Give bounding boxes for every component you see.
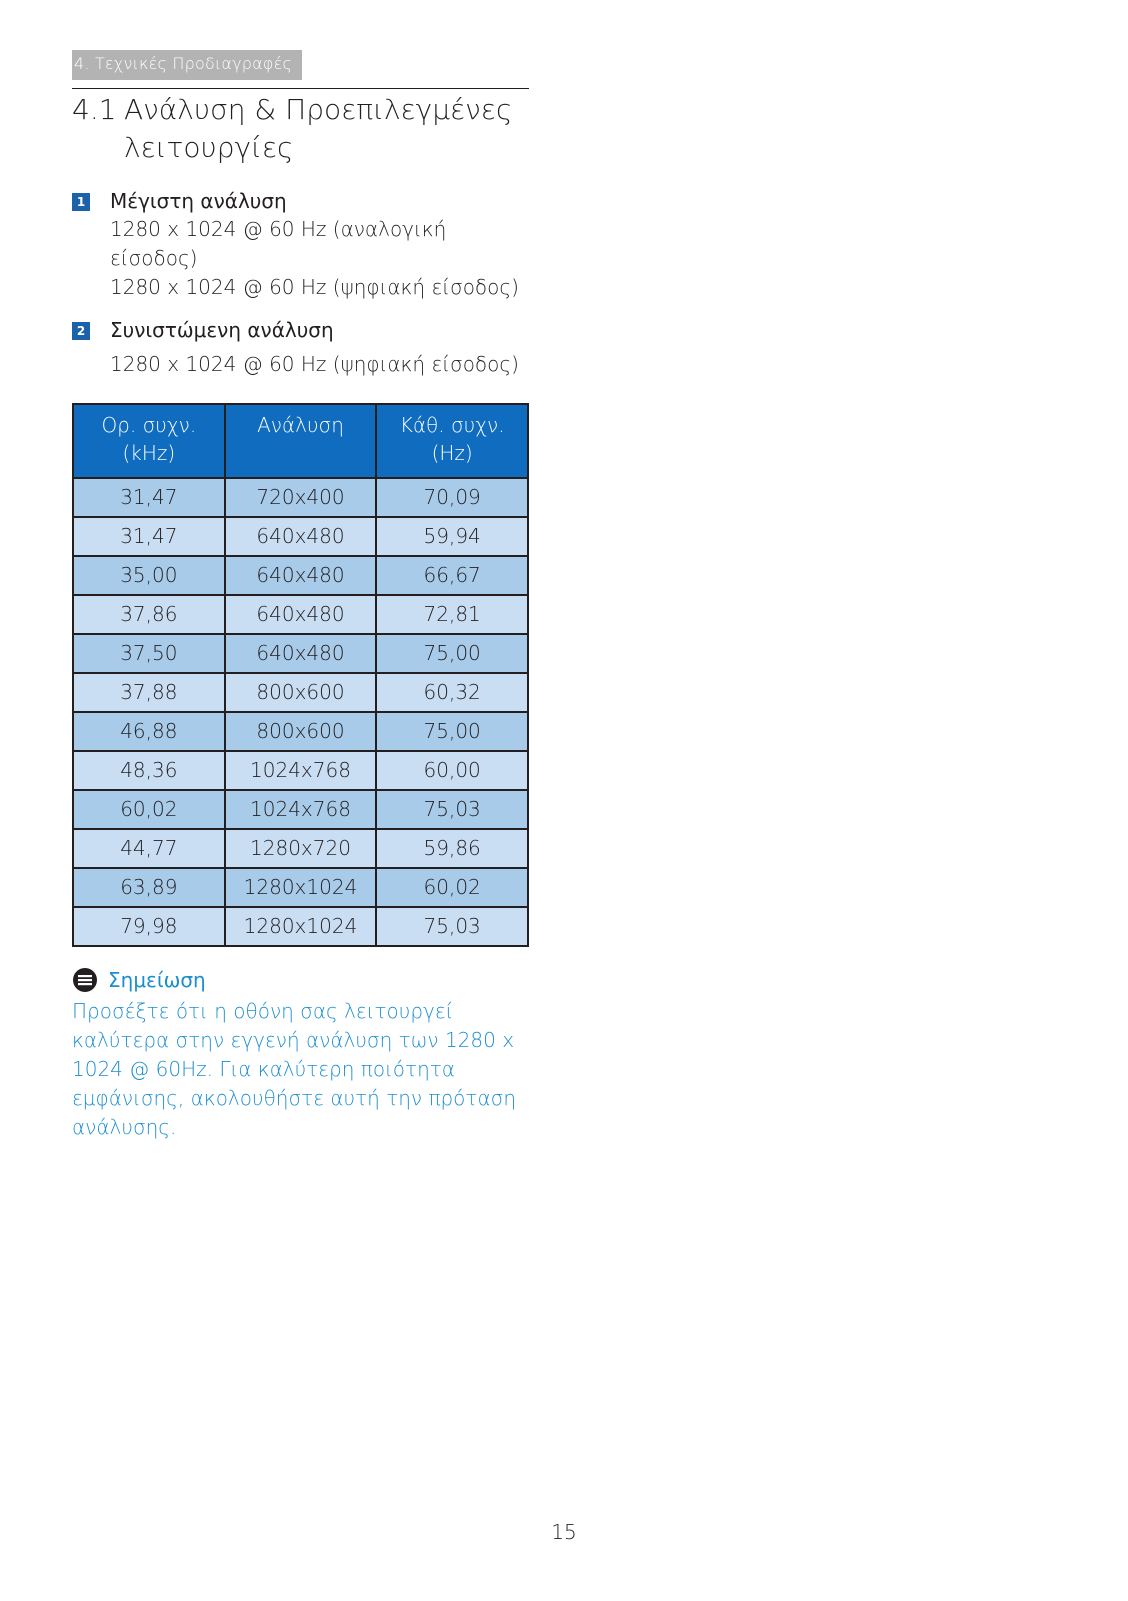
max-resolution-item bbox=[72, 187, 529, 302]
recommended-resolution-item bbox=[72, 316, 529, 379]
hfreq-cell: 79,98 bbox=[73, 907, 225, 946]
table-header-row bbox=[73, 404, 528, 478]
vfreq-cell: 60,02 bbox=[376, 868, 528, 907]
vfreq-cell: 60,00 bbox=[376, 751, 528, 790]
chapter-tab: 4. Τεχνικές Προδιαγραφές bbox=[72, 50, 302, 80]
header-hfreq: Ορ. συχν. (kHz) bbox=[73, 404, 225, 478]
section-title-text: Ανάλυση & Προεπιλεγμένες λειτουργίες bbox=[124, 93, 513, 164]
item-line: 1280 x 1024 @ 60 Hz (ψηφιακή είσοδος) bbox=[110, 352, 519, 376]
table-row bbox=[73, 790, 528, 829]
table-row bbox=[73, 634, 528, 673]
header-resolution: Ανάλυση bbox=[225, 404, 377, 478]
table-row bbox=[73, 751, 528, 790]
resolution-cell: 640x480 bbox=[225, 634, 377, 673]
vfreq-cell: 75,03 bbox=[376, 790, 528, 829]
table-row bbox=[73, 595, 528, 634]
item-badge-2: 2 bbox=[72, 322, 90, 340]
section-number: 4.1 bbox=[72, 93, 117, 126]
vfreq-cell: 66,67 bbox=[376, 556, 528, 595]
hfreq-cell: 37,50 bbox=[73, 634, 225, 673]
resolution-cell: 1024x768 bbox=[225, 751, 377, 790]
resolution-cell: 800x600 bbox=[225, 712, 377, 751]
hfreq-cell: 37,86 bbox=[73, 595, 225, 634]
vfreq-cell: 75,00 bbox=[376, 634, 528, 673]
resolution-cell: 640x480 bbox=[225, 517, 377, 556]
note-icon bbox=[72, 967, 98, 993]
resolution-cell: 1024x768 bbox=[225, 790, 377, 829]
vfreq-cell: 72,81 bbox=[376, 595, 528, 634]
table-row bbox=[73, 478, 528, 517]
vfreq-cell: 75,00 bbox=[376, 712, 528, 751]
hfreq-cell: 44,77 bbox=[73, 829, 225, 868]
item-line: 1280 x 1024 @ 60 Hz (αναλογική είσοδος) bbox=[110, 217, 447, 270]
table-row bbox=[73, 868, 528, 907]
resolution-cell: 640x480 bbox=[225, 595, 377, 634]
hfreq-cell: 63,89 bbox=[73, 868, 225, 907]
header-rule bbox=[72, 88, 529, 89]
table-row bbox=[73, 673, 528, 712]
section-title bbox=[72, 91, 529, 167]
resolution-cell: 1280x720 bbox=[225, 829, 377, 868]
note-title: Σημείωση bbox=[108, 968, 206, 992]
resolution-cell: 1280x1024 bbox=[225, 868, 377, 907]
item-title: Συνιστώμενη ανάλυση bbox=[110, 318, 334, 342]
vfreq-cell: 59,94 bbox=[376, 517, 528, 556]
table-row bbox=[73, 517, 528, 556]
resolution-cell: 1280x1024 bbox=[225, 907, 377, 946]
page-number: 15 bbox=[551, 1520, 577, 1544]
hfreq-cell: 46,88 bbox=[73, 712, 225, 751]
table-row bbox=[73, 712, 528, 751]
vfreq-cell: 70,09 bbox=[376, 478, 528, 517]
timing-table bbox=[72, 403, 529, 947]
hfreq-cell: 31,47 bbox=[73, 478, 225, 517]
item-line: 1280 x 1024 @ 60 Hz (ψηφιακή είσοδος) bbox=[110, 275, 519, 299]
header-vfreq: Κάθ. συχν. (Hz) bbox=[376, 404, 528, 478]
page-content bbox=[72, 50, 529, 1142]
table-row bbox=[73, 556, 528, 595]
hfreq-cell: 35,00 bbox=[73, 556, 225, 595]
resolution-cell: 800x600 bbox=[225, 673, 377, 712]
item-badge-1: 1 bbox=[72, 193, 90, 211]
hfreq-cell: 37,88 bbox=[73, 673, 225, 712]
item-title: Μέγιστη ανάλυση bbox=[110, 189, 287, 213]
hfreq-cell: 60,02 bbox=[73, 790, 225, 829]
resolution-cell: 640x480 bbox=[225, 556, 377, 595]
table-row bbox=[73, 907, 528, 946]
hfreq-cell: 31,47 bbox=[73, 517, 225, 556]
hfreq-cell: 48,36 bbox=[73, 751, 225, 790]
vfreq-cell: 59,86 bbox=[376, 829, 528, 868]
vfreq-cell: 75,03 bbox=[376, 907, 528, 946]
resolution-cell: 720x400 bbox=[225, 478, 377, 517]
table-row bbox=[73, 829, 528, 868]
note-text: Προσέξτε ότι η οθόνη σας λειτουργεί καλύτερα στην εγγενή ανάλυση των 1280 x 1024 @ 60Hz. Για καλύτερη ποιότητα εμφάνισης, ακολουθήστε αυτή την πρόταση ανάλυσης. bbox=[72, 999, 516, 1139]
note-box bbox=[72, 967, 529, 1142]
vfreq-cell: 60,32 bbox=[376, 673, 528, 712]
